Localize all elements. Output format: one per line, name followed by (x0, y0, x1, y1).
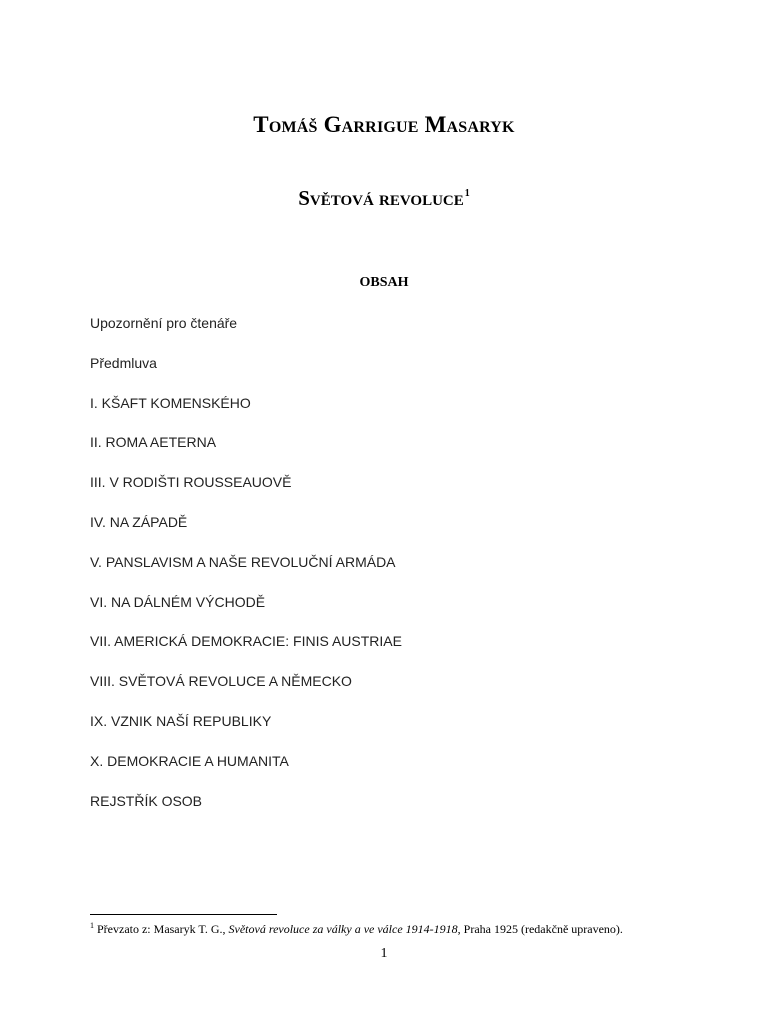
footnote-separator (90, 914, 277, 915)
page-number: 1 (380, 946, 388, 961)
title-footnote-marker: 1 (464, 188, 470, 199)
toc-item-chapter-2: II. ROMA AETERNA (90, 434, 217, 451)
footnote-source-title: Světová revoluce za války a ve válce 1914-1918 (228, 922, 458, 936)
toc-item-chapter-1: I. KŠAFT KOMENSKÉHO (90, 394, 251, 411)
footnote-marker: 1 (90, 921, 94, 930)
toc-item-chapter-10: X. DEMOKRACIE A HUMANITA (90, 752, 289, 769)
table-of-contents (90, 313, 710, 830)
toc-item-chapter-3: III. V RODIŠTI ROUSSEAUOVĚ (90, 474, 292, 491)
toc-item-index: REJSTŘÍK OSOB (90, 792, 203, 809)
toc-item-chapter-7: VII. AMERICKÁ DEMOKRACIE: FINIS AUSTRIAE (90, 633, 402, 650)
toc-item-chapter-4: IV. NA ZÁPADĚ (90, 513, 188, 530)
toc-item-chapter-6: VI. NA DÁLNÉM VÝCHODĚ (90, 593, 266, 610)
toc-item-chapter-5: V. PANSLAVISM A NAŠE REVOLUČNÍ ARMÁDA (90, 553, 396, 570)
book-title (0, 186, 768, 211)
footnote-suffix: , Praha 1925 (redakčně upraveno). (457, 922, 623, 936)
book-title-text: Světová revoluce (298, 186, 464, 210)
toc-item-chapter-8: VIII. SVĚTOVÁ REVOLUCE A NĚMECKO (90, 673, 352, 690)
toc-item-chapter-9: IX. VZNIK NAŠÍ REPUBLIKY (90, 712, 272, 729)
footnote (90, 921, 730, 937)
author-name: Tomáš Garrigue Masaryk (253, 112, 515, 137)
toc-item-preface: Předmluva (90, 354, 157, 371)
footnote-prefix: Převzato z: Masaryk T. G., (94, 922, 229, 936)
contents-heading: OBSAH (359, 275, 409, 290)
toc-item-reader-notice: Upozornění pro čtenáře (90, 315, 238, 331)
